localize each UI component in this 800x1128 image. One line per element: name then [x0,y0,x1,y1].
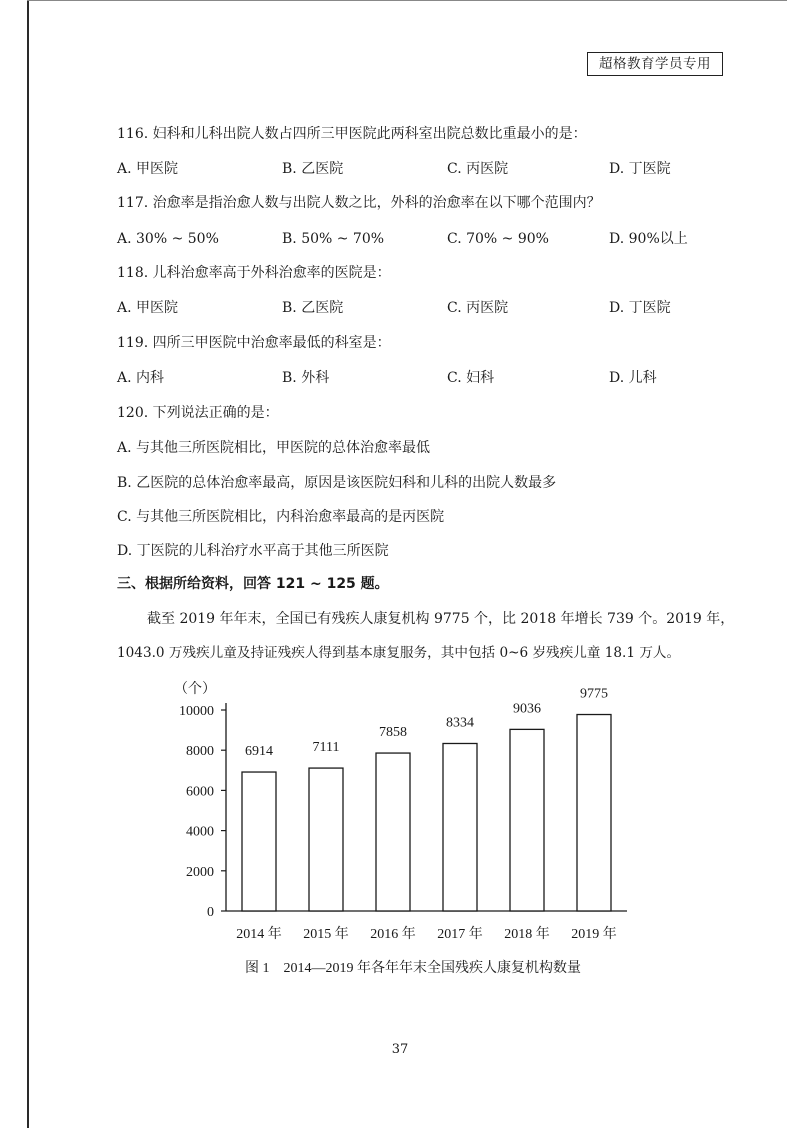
option-c[interactable]: C. 丙医院 [447,161,509,177]
header-stamp: 超格教育学员专用 [587,52,723,76]
question-text: 儿科治愈率高于外科治愈率的医院是： [152,265,391,281]
option-a[interactable]: A. 甲医院 [117,300,179,316]
question-number: 119. [117,335,149,351]
x-tick-label: 2015 年 [303,927,349,942]
bar-2017 [443,743,477,911]
option-d[interactable]: D. 丁医院 [609,161,671,177]
bar-2014 [242,772,276,911]
data-label: 7858 [379,725,407,741]
data-label: 8334 [446,715,474,731]
question-text: 下列说法正确的是： [152,405,279,421]
page-number: 37 [391,1042,409,1057]
y-axis-unit-label: （个） [174,682,216,697]
question-text: 四所三甲医院中治愈率最低的科室是： [152,335,391,351]
material-paragraph-line-2: 1043.0 万残疾儿童及持证残疾人得到基本康复服务，其中包括 0~6 岁残疾儿童 18.1 万人。 [117,645,681,661]
material-paragraph-line-1: 截至 2019 年年末，全国已有残疾人康复机构 9775 个，比 2018 年增长 739 个。2019 年， [147,611,735,627]
y-tick-label: 4000 [186,824,214,840]
question-text: 治愈率是指治愈人数与出院人数之比，外科的治愈率在以下哪个范围内？ [152,195,601,211]
option-c[interactable]: C. 70% ~ 90% [447,231,549,247]
bar-2019 [577,715,611,911]
y-tick-label: 6000 [186,784,214,800]
x-tick-label: 2019 年 [571,927,617,942]
option-a[interactable]: A. 与其他三所医院相比，甲医院的总体治愈率最低 [117,440,431,456]
data-label: 6914 [245,744,273,760]
section-heading: 三、根据所给资料，回答 121 ~ 125 题。 [117,576,389,592]
question-number: 120. [117,405,149,421]
x-tick-label: 2016 年 [370,927,416,942]
bar-2015 [309,768,343,911]
question-text: 妇科和儿科出院人数占四所三甲医院此两科室出院总数比重最小的是： [152,126,587,142]
data-labels-group [245,687,608,760]
option-b[interactable]: B. 50% ~ 70% [282,231,385,247]
question-number: 116. [117,126,149,142]
option-c[interactable]: C. 丙医院 [447,300,509,316]
data-label: 9036 [513,701,541,717]
y-tick-label: 8000 [186,744,214,760]
data-label: 9775 [580,686,608,702]
x-axis-ticks [236,925,617,942]
option-b[interactable]: B. 乙医院的总体治愈率最高，原因是该医院妇科和儿科的出院人数最多 [117,475,557,491]
y-axis-ticks [179,704,226,920]
x-tick-label: 2017 年 [437,927,483,942]
option-d[interactable]: D. 丁医院 [609,300,671,316]
option-b[interactable]: B. 乙医院 [282,161,344,177]
option-d[interactable]: D. 90%以上 [609,231,688,247]
option-d[interactable]: D. 丁医院的儿科治疗水平高于其他三所医院 [117,543,389,559]
bar-2016 [376,753,410,911]
question-number: 117. [117,195,149,211]
y-tick-label: 10000 [179,704,214,719]
option-b[interactable]: B. 乙医院 [282,300,344,316]
chart-caption: 图 1 2014—2019 年各年年末全国残疾人康复机构数量 [245,961,581,976]
question-number: 118. [117,265,149,281]
option-a[interactable]: A. 甲医院 [117,161,179,177]
y-tick-label: 0 [207,905,214,920]
y-tick-label: 2000 [186,864,214,880]
option-d[interactable]: D. 儿科 [609,370,657,386]
x-tick-label: 2018 年 [504,927,550,942]
option-c[interactable]: C. 与其他三所医院相比，内科治愈率最高的是丙医院 [117,509,445,525]
data-label: 7111 [312,740,340,756]
option-a[interactable]: A. 30% ~ 50% [117,231,219,247]
x-tick-label: 2014 年 [236,927,282,942]
option-c[interactable]: C. 妇科 [447,370,495,386]
bars-group [242,715,611,911]
bar-2018 [510,729,544,911]
option-a[interactable]: A. 内科 [117,370,165,386]
option-b[interactable]: B. 外科 [282,370,330,386]
